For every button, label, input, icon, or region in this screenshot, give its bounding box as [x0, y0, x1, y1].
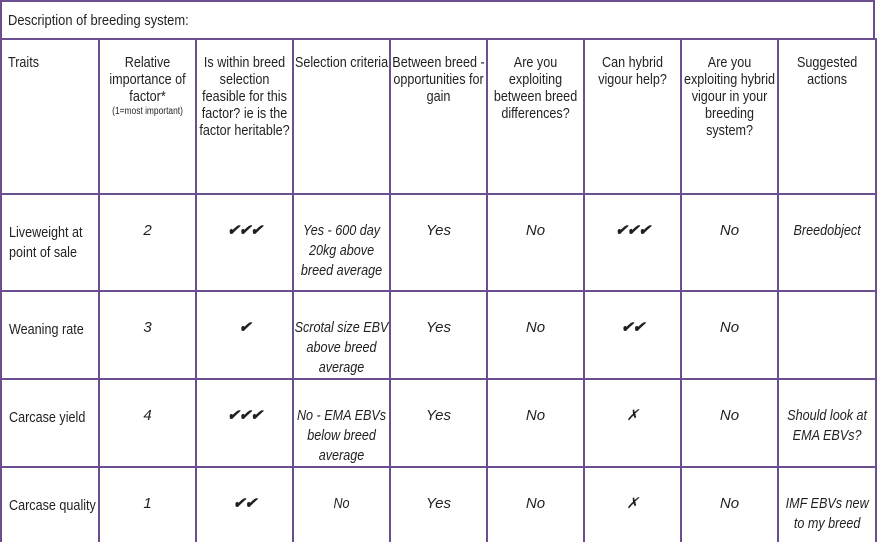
criteria-cell: No - EMA EBVs below breed average: [293, 379, 390, 467]
hybrid-checkmarks: ✔✔: [584, 291, 681, 379]
column-header-exploiting-between: Are you exploiting between breed differences?: [487, 39, 584, 194]
heritable-checkmarks: ✔✔✔: [196, 194, 293, 291]
importance-cell: 3: [99, 291, 196, 379]
trait-cell: Carcase yield: [1, 379, 99, 467]
criteria-cell: Scrotal size EBV above breed average: [293, 291, 390, 379]
hybrid-cross-mark: ✗: [584, 467, 681, 542]
exploit-hybrid-cell: No: [681, 379, 778, 467]
column-header-exploiting-hybrid: Are you exploiting hybrid vigour in your breeding system?: [681, 39, 778, 194]
column-header-hybrid-vigour: Can hybrid vigour help?: [584, 39, 681, 194]
heritable-checkmarks: ✔: [196, 291, 293, 379]
column-header-between-breed: Between breed -opportunities for gain: [390, 39, 487, 194]
exploit-hybrid-cell: No: [681, 291, 778, 379]
trait-cell: Weaning rate: [1, 291, 99, 379]
trait-cell: Carcase quality: [1, 467, 99, 542]
importance-cell: 2: [99, 194, 196, 291]
exploit-hybrid-cell: No: [681, 467, 778, 542]
exploit-between-cell: No: [487, 194, 584, 291]
exploit-between-cell: No: [487, 291, 584, 379]
actions-cell: Should look at EMA EBVs?: [778, 379, 876, 467]
traits-table: [0, 38, 877, 542]
between-cell: Yes: [390, 291, 487, 379]
exploit-hybrid-cell: No: [681, 194, 778, 291]
column-header-selection-criteria: Selection criteria: [293, 39, 390, 194]
table-row: [1, 194, 876, 291]
table-row: [1, 379, 876, 467]
actions-cell: [778, 291, 876, 379]
column-header-traits: Traits: [1, 39, 99, 194]
heritable-checkmarks: ✔✔: [196, 467, 293, 542]
between-cell: Yes: [390, 379, 487, 467]
column-header-heritable: Is within breed selection feasible for this factor? ie is the factor heritable?: [196, 39, 293, 194]
importance-cell: 1: [99, 467, 196, 542]
header-row: [1, 39, 876, 194]
between-cell: Yes: [390, 194, 487, 291]
actions-cell: IMF EBVs new to my breed: [778, 467, 876, 542]
importance-note: (1=most important): [112, 106, 183, 117]
actions-cell: Breedobject: [778, 194, 876, 291]
criteria-cell: Yes - 600 day 20kg above breed average: [293, 194, 390, 291]
table-row: [1, 467, 876, 542]
table-row: [1, 291, 876, 379]
heritable-checkmarks: ✔✔✔: [196, 379, 293, 467]
exploit-between-cell: No: [487, 379, 584, 467]
criteria-cell: No: [293, 467, 390, 542]
trait-cell: Liveweight at point of sale: [1, 194, 99, 291]
worksheet-title-text: Description of breeding system:: [8, 12, 189, 29]
column-header-suggested-actions: Suggested actions: [778, 39, 876, 194]
hybrid-cross-mark: ✗: [584, 379, 681, 467]
importance-cell: 4: [99, 379, 196, 467]
hybrid-checkmarks: ✔✔✔: [584, 194, 681, 291]
worksheet-title: [0, 0, 875, 38]
column-header-importance: Relative importance of factor* (1=most important): [99, 39, 196, 194]
between-cell: Yes: [390, 467, 487, 542]
exploit-between-cell: No: [487, 467, 584, 542]
